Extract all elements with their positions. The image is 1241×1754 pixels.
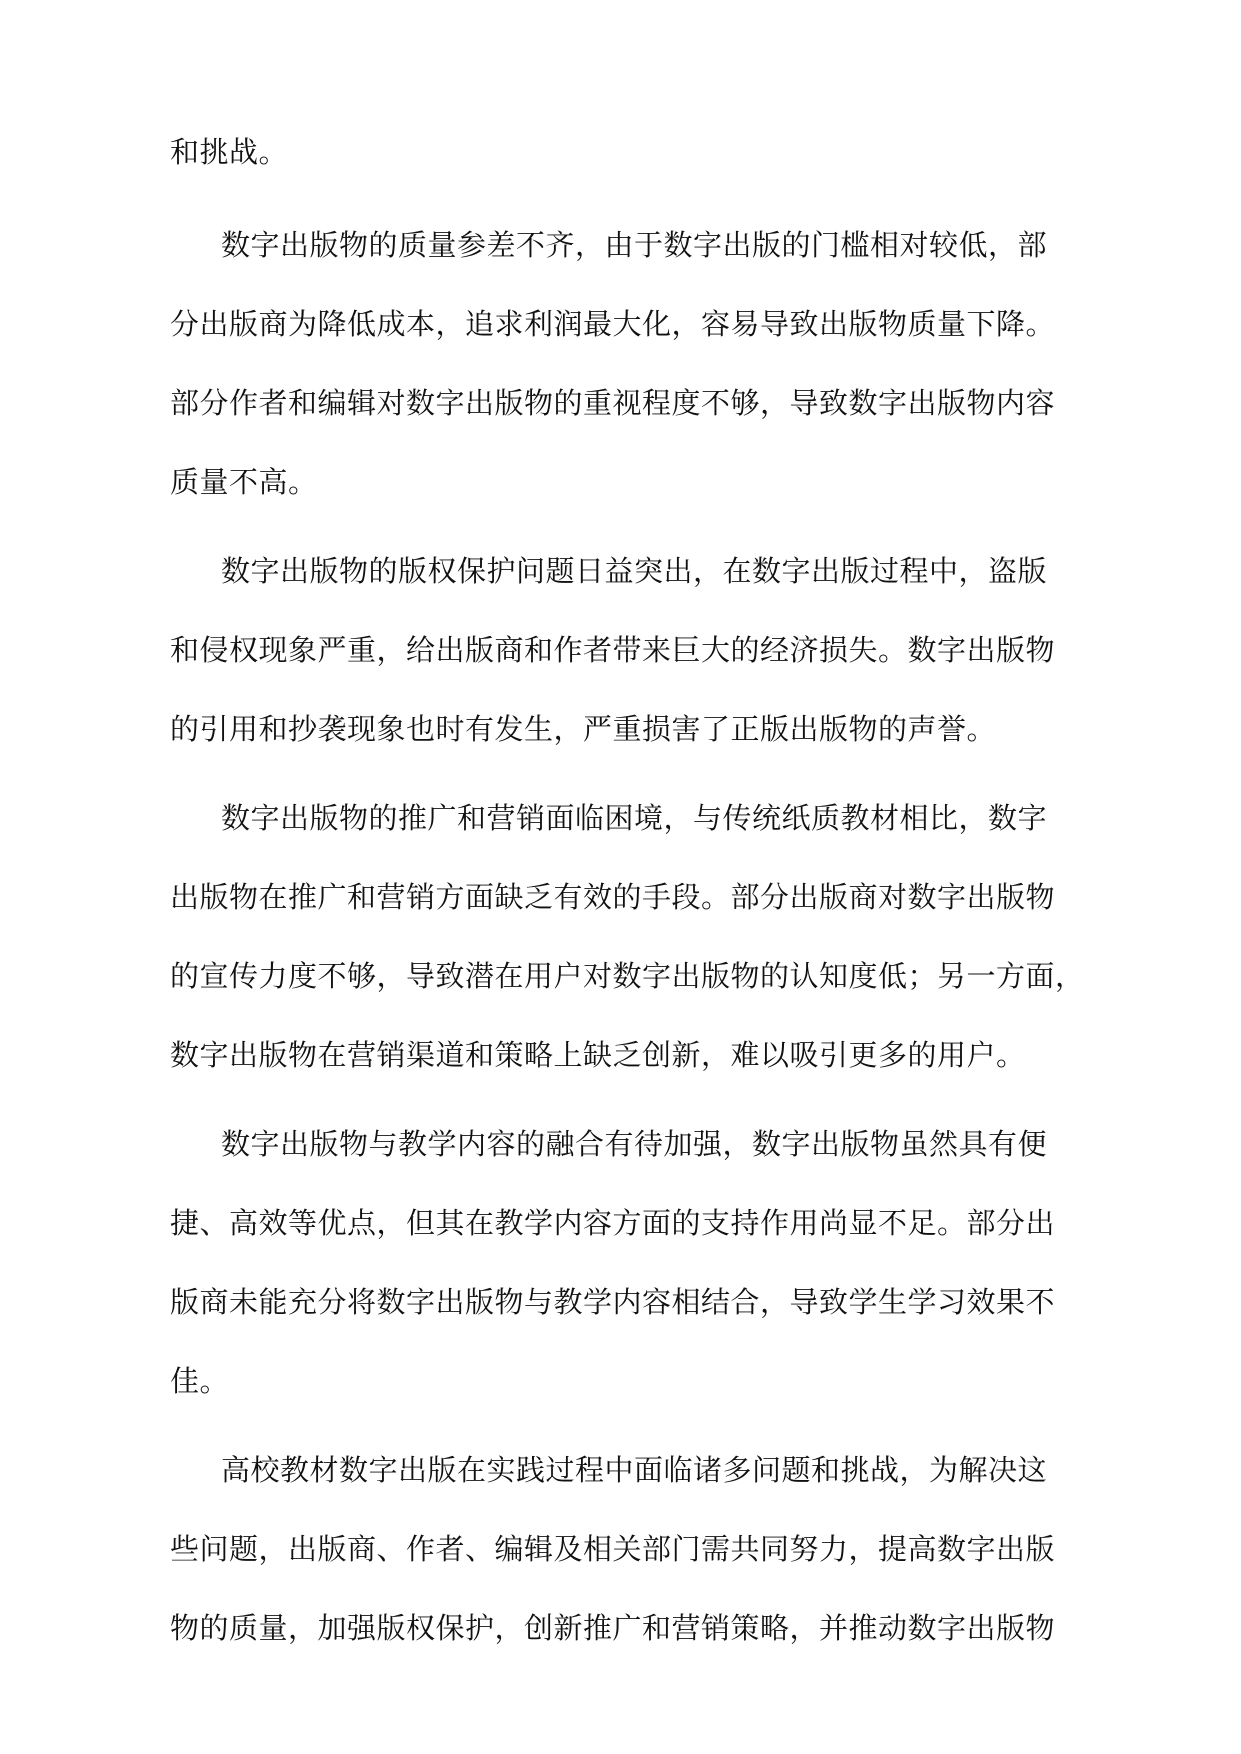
text-line: 质量不高。	[170, 465, 318, 499]
text-line: 数字出版物的版权保护问题日益突出，在数字出版过程中，盗版	[221, 554, 1048, 588]
text-line: 的引用和抄袭现象也时有发生，严重损害了正版出版物的声誉。	[170, 712, 997, 746]
text-line: 数字出版物与教学内容的融合有待加强，数字出版物虽然具有便	[221, 1127, 1048, 1161]
text-line: 数字出版物在营销渠道和策略上缺乏创新，难以吸引更多的用户。	[170, 1038, 1026, 1072]
text-line: 数字出版物的质量参差不齐，由于数字出版的门槛相对较低，部	[221, 228, 1048, 262]
text-line: 些问题，出版商、作者、编辑及相关部门需共同努力，提高数字出版	[170, 1532, 1056, 1566]
text-line: 和侵权现象严重，给出版商和作者带来巨大的经济损失。数字出版物	[170, 633, 1056, 667]
text-line: 捷、高效等优点，但其在教学内容方面的支持作用尚显不足。部分出	[170, 1206, 1056, 1240]
text-line: 物的质量，加强版权保护，创新推广和营销策略，并推动数字出版物	[170, 1611, 1056, 1645]
text-line: 数字出版物的推广和营销面临困境，与传统纸质教材相比，数字	[221, 801, 1048, 835]
text-line: 佳。	[170, 1364, 230, 1398]
text-line: 出版物在推广和营销方面缺乏有效的手段。部分出版商对数字出版物	[170, 880, 1056, 914]
text-line: 的宣传力度不够，导致潜在用户对数字出版物的认知度低；另一方面，	[170, 959, 1085, 993]
text-line: 分出版商为降低成本，追求利润最大化，容易导致出版物质量下降。	[170, 307, 1056, 341]
text-line: 高校教材数字出版在实践过程中面临诸多问题和挑战，为解决这	[221, 1453, 1048, 1487]
text-line: 和挑战。	[170, 135, 289, 169]
text-line: 版商未能充分将数字出版物与教学内容相结合，导致学生学习效果不	[170, 1285, 1056, 1319]
text-line: 部分作者和编辑对数字出版物的重视程度不够，导致数字出版物内容	[170, 386, 1056, 420]
